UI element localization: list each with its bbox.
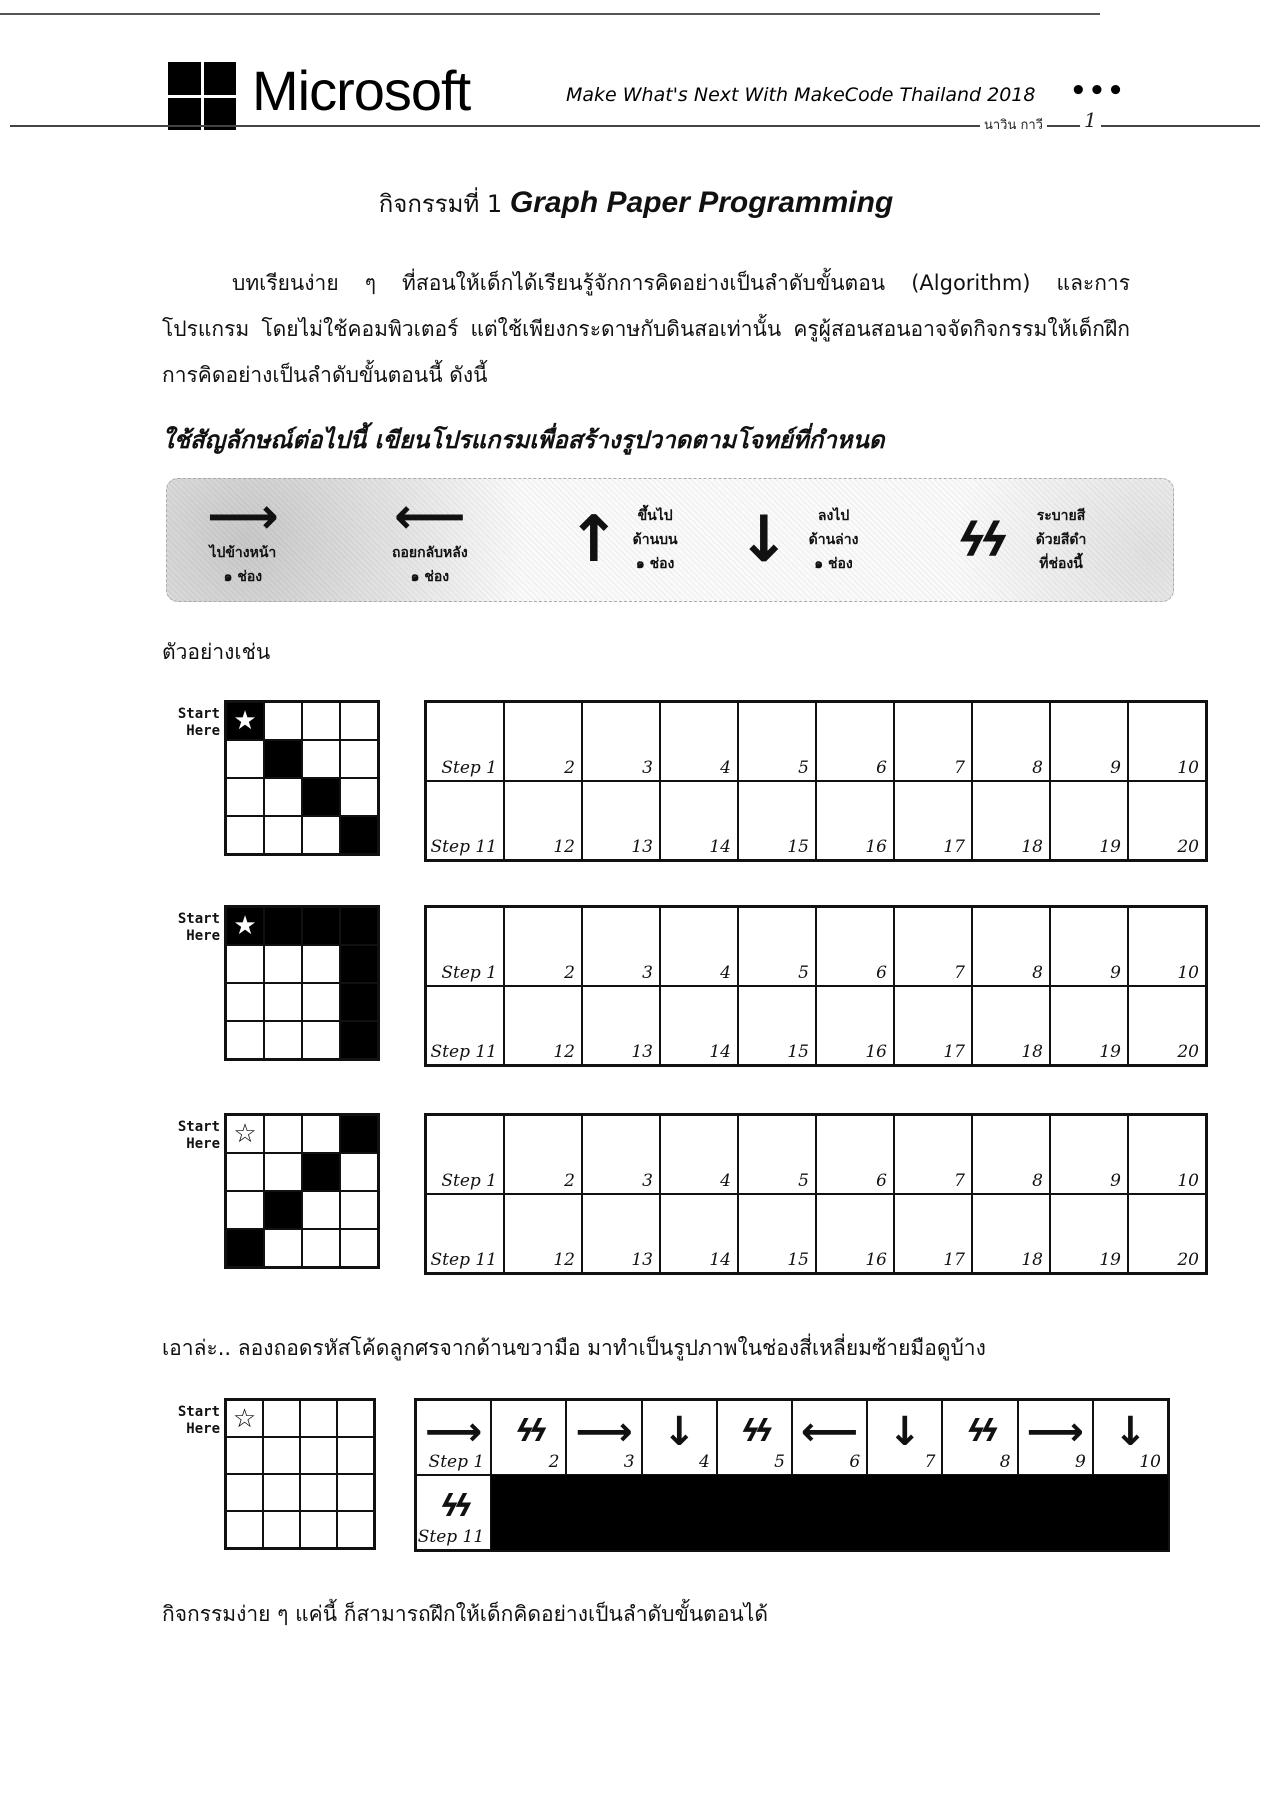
step-number: 9 (1110, 1171, 1121, 1191)
step-number: 16 (865, 837, 887, 857)
step-number: 17 (943, 837, 965, 857)
grid-cell[interactable] (302, 1191, 340, 1229)
start-grid-group (160, 1113, 380, 1269)
top-rule (0, 13, 1100, 15)
step-number: 20 (1177, 837, 1199, 857)
arrow-left-icon: ⟵ (394, 487, 466, 545)
grid-cell[interactable] (302, 816, 340, 854)
grid-cell[interactable] (302, 983, 340, 1021)
grid-cell[interactable] (300, 1400, 337, 1437)
step-number: 14 (709, 1042, 731, 1062)
star-icon: ★ (233, 911, 257, 941)
step-number: 10 (1177, 963, 1199, 983)
step-number: 5 (798, 1171, 809, 1191)
step-number: 3 (642, 1171, 653, 1191)
start-here-label: Start Here (177, 1404, 220, 1437)
step-cell[interactable] (972, 986, 1050, 1065)
step-number: 18 (1021, 837, 1043, 857)
grid-cell[interactable] (300, 1511, 337, 1548)
start-grid-group (160, 1398, 376, 1550)
step-number: 15 (787, 1042, 809, 1062)
step-cell[interactable] (1128, 781, 1206, 860)
arrow-right-icon: ⟶ (207, 487, 279, 545)
grid-cell[interactable] (226, 1153, 264, 1191)
code-step-cell (867, 1400, 942, 1475)
step-number: 8 (1032, 758, 1043, 778)
fill-scribble-icon: ϟϟ (514, 1414, 543, 1449)
grid-cell[interactable] (226, 945, 264, 983)
grid-cell[interactable] (300, 1437, 337, 1474)
step-cell[interactable] (894, 781, 972, 860)
grid-cell[interactable] (337, 1511, 374, 1548)
step-number: Step 11 (430, 837, 497, 857)
grid-cell[interactable] (302, 778, 340, 816)
step-cell[interactable] (816, 1115, 894, 1194)
arrow-up-icon: ↑ (567, 503, 621, 577)
grid-cell[interactable] (302, 702, 340, 740)
step-number: 2 (564, 758, 575, 778)
grid-cell[interactable] (340, 702, 378, 740)
step-cell[interactable] (738, 907, 816, 986)
code-step-cell (792, 1400, 867, 1475)
step-number: 4 (720, 963, 731, 983)
step-cell[interactable] (894, 1115, 972, 1194)
exercise-prompt: เอาล่ะ.. ลองถอดรหัสโค้ดลูกศรจากด้านขวามือ มาทำเป็นรูปภาพในช่องสี่เหลี่ยมซ้ายมือดูบ้าง (162, 1336, 986, 1360)
step-number: 7 (954, 758, 965, 778)
step-number: 3 (642, 963, 653, 983)
step-cell[interactable] (816, 907, 894, 986)
step-number: Step 1 (428, 1452, 485, 1472)
step-number: 13 (631, 1250, 653, 1270)
start-here-label: Start Here (177, 1119, 220, 1152)
grid-cell[interactable] (264, 1153, 302, 1191)
step-number: 19 (1099, 837, 1121, 857)
step-table (424, 905, 1208, 1067)
step-number: 19 (1099, 1250, 1121, 1270)
arrow-right-icon: ⟶ (424, 1409, 483, 1455)
step-number: 8 (1032, 1171, 1043, 1191)
step-cell[interactable] (426, 781, 504, 860)
arrow-down-icon: ↓ (1113, 1409, 1148, 1455)
grid-cell[interactable] (337, 1400, 374, 1437)
grid-cell[interactable] (340, 816, 378, 854)
step-cell[interactable] (1050, 986, 1128, 1065)
grid-cell[interactable] (226, 816, 264, 854)
grid-cell[interactable] (340, 945, 378, 983)
start-here-label: Start Here (177, 911, 220, 944)
step-number: 2 (548, 1452, 560, 1472)
step-number: 4 (698, 1452, 710, 1472)
step-number: 20 (1177, 1042, 1199, 1062)
code-step-cell (1018, 1400, 1093, 1475)
instruction-heading: ใช้สัญลักษณ์ต่อไปนี้ เขียนโปรแกรมเพื่อสร้างรูปวาดตามโจทย์ที่กำหนด (162, 426, 885, 454)
step-number: 6 (876, 1171, 887, 1191)
step-cell[interactable] (1050, 702, 1128, 781)
star-icon: ☆ (233, 1119, 257, 1149)
microsoft-logo-icon (168, 62, 236, 130)
fill-scribble-icon: ϟϟ (439, 1489, 468, 1524)
drawing-grid[interactable] (224, 1398, 376, 1550)
grid-cell[interactable] (226, 1400, 263, 1437)
step-number: 13 (631, 837, 653, 857)
step-cell[interactable] (1128, 702, 1206, 781)
grid-cell[interactable] (340, 778, 378, 816)
arrow-left-icon: ⟵ (800, 1409, 859, 1455)
drawing-grid[interactable] (224, 905, 380, 1061)
step-number: 10 (1177, 1171, 1199, 1191)
step-number: 16 (865, 1042, 887, 1062)
symbol-legend (166, 478, 1174, 602)
code-step-cell (717, 1400, 792, 1475)
star-icon: ☆ (232, 1403, 257, 1434)
logo-text: Microsoft (252, 59, 471, 122)
step-table (424, 700, 1208, 862)
step-cell[interactable] (1050, 1194, 1128, 1273)
step-number: 17 (943, 1042, 965, 1062)
step-cell[interactable] (426, 986, 504, 1065)
grid-cell[interactable] (226, 1115, 264, 1153)
closing-text: กิจกรรมง่าย ๆ แค่นี้ ก็สามารถฝึกให้เด็กคิดอย่างเป็นลำดับขั้นตอนได้ (162, 1602, 768, 1626)
grid-cell[interactable] (340, 1191, 378, 1229)
grid-cell[interactable] (263, 1400, 300, 1437)
step-number: Step 11 (430, 1042, 497, 1062)
header-tagline: Make What's Next With MakeCode Thailand 2018 (566, 84, 1036, 106)
legend-down: ↓ ลงไป ด้านล่าง ๑ ช่อง (737, 503, 859, 577)
fill-scribble-icon: ϟϟ (740, 1414, 769, 1449)
grid-cell[interactable] (302, 1115, 340, 1153)
step-cell[interactable] (816, 702, 894, 781)
step-cell[interactable] (504, 907, 582, 986)
step-cell[interactable] (894, 907, 972, 986)
grid-cell[interactable] (340, 983, 378, 1021)
grid-cell[interactable] (302, 1021, 340, 1059)
header-rule (10, 125, 1260, 127)
step-number: 3 (642, 758, 653, 778)
grid-cell[interactable] (263, 1474, 300, 1511)
step-cell[interactable] (660, 1115, 738, 1194)
step-cell[interactable] (426, 907, 504, 986)
redacted-area (491, 1475, 1168, 1550)
grid-cell[interactable] (264, 778, 302, 816)
start-grid-group (160, 905, 380, 1061)
code-step-cell (642, 1400, 717, 1475)
grid-cell[interactable] (226, 778, 264, 816)
step-cell[interactable] (660, 907, 738, 986)
grid-cell[interactable] (302, 945, 340, 983)
title-prefix: กิจกรรมที่ 1 (378, 190, 503, 218)
grid-cell[interactable] (340, 907, 378, 945)
grid-cell[interactable] (226, 1511, 263, 1548)
step-cell[interactable] (972, 702, 1050, 781)
step-number: 6 (849, 1452, 861, 1472)
step-cell[interactable] (660, 1194, 738, 1273)
step-cell[interactable] (582, 986, 660, 1065)
step-cell[interactable] (894, 702, 972, 781)
step-number: 15 (787, 1250, 809, 1270)
step-cell[interactable] (504, 1194, 582, 1273)
grid-cell[interactable] (264, 1021, 302, 1059)
step-number: 7 (954, 1171, 965, 1191)
grid-cell[interactable] (340, 1153, 378, 1191)
grid-cell[interactable] (263, 1511, 300, 1548)
step-number: 13 (631, 1042, 653, 1062)
step-number: 3 (623, 1452, 635, 1472)
title-english: Graph Paper Programming (509, 186, 894, 219)
code-step-cell (416, 1475, 491, 1550)
step-cell[interactable] (816, 986, 894, 1065)
arrow-down-icon: ↓ (662, 1409, 696, 1455)
grid-cell[interactable] (226, 1474, 263, 1511)
grid-cell[interactable] (226, 983, 264, 1021)
exercise-code-table (414, 1398, 1170, 1552)
step-cell[interactable] (660, 781, 738, 860)
grid-cell[interactable] (337, 1437, 374, 1474)
step-number: 6 (876, 758, 887, 778)
step-cell[interactable] (504, 1115, 582, 1194)
step-cell[interactable] (816, 1194, 894, 1273)
step-cell[interactable] (1050, 1115, 1128, 1194)
step-cell[interactable] (582, 907, 660, 986)
drawing-grid[interactable] (224, 1113, 380, 1269)
step-number: 8 (999, 1452, 1011, 1472)
page-title (0, 184, 1272, 223)
step-number: 9 (1110, 758, 1121, 778)
code-step-cell (491, 1400, 566, 1475)
grid-cell[interactable] (264, 983, 302, 1021)
step-cell[interactable] (582, 1194, 660, 1273)
arrow-right-icon: ⟶ (575, 1409, 633, 1455)
step-table (424, 1113, 1208, 1275)
step-cell[interactable] (1128, 1115, 1206, 1194)
step-number: 12 (553, 1042, 575, 1062)
grid-cell[interactable] (264, 816, 302, 854)
arrow-down-icon: ↓ (737, 503, 791, 577)
grid-cell[interactable] (263, 1437, 300, 1474)
ellipsis-dots: ••• (1070, 76, 1126, 106)
grid-cell[interactable] (264, 740, 302, 778)
grid-cell[interactable] (340, 740, 378, 778)
step-number: 9 (1074, 1452, 1086, 1472)
step-number: 20 (1177, 1250, 1199, 1270)
step-number: 8 (1032, 963, 1043, 983)
step-number: 12 (553, 837, 575, 857)
grid-cell[interactable] (226, 1437, 263, 1474)
step-cell[interactable] (972, 781, 1050, 860)
step-cell[interactable] (738, 702, 816, 781)
code-step-cell (416, 1400, 491, 1475)
grid-cell[interactable] (264, 1229, 302, 1267)
fill-scribble-icon: ϟϟ (966, 1414, 994, 1449)
step-cell[interactable] (972, 1115, 1050, 1194)
step-cell[interactable] (1128, 907, 1206, 986)
grid-cell[interactable] (302, 740, 340, 778)
step-number: 5 (774, 1452, 785, 1472)
step-cell[interactable] (582, 781, 660, 860)
step-cell[interactable] (1050, 907, 1128, 986)
legend-backward: ⟵ ถอยกลับหลัง ๑ ช่อง (392, 487, 468, 585)
step-cell[interactable] (738, 781, 816, 860)
start-here-label: Start Here (177, 706, 220, 739)
step-number: 18 (1021, 1250, 1043, 1270)
step-number: 4 (720, 758, 731, 778)
step-number: 14 (709, 1250, 731, 1270)
star-icon: ★ (233, 706, 257, 736)
step-cell[interactable] (972, 1194, 1050, 1273)
step-cell[interactable] (894, 986, 972, 1065)
grid-cell[interactable] (226, 1021, 264, 1059)
grid-cell[interactable] (340, 1021, 378, 1059)
grid-cell[interactable] (340, 1115, 378, 1153)
grid-cell[interactable] (226, 702, 264, 740)
step-cell[interactable] (582, 702, 660, 781)
step-cell[interactable] (972, 907, 1050, 986)
step-number: 12 (553, 1250, 575, 1270)
grid-cell[interactable] (226, 1191, 264, 1229)
step-cell[interactable] (504, 781, 582, 860)
step-cell[interactable] (1050, 781, 1128, 860)
grid-cell[interactable] (264, 1191, 302, 1229)
step-number: 17 (943, 1250, 965, 1270)
step-number: 9 (1110, 963, 1121, 983)
legend-up: ↑ ขึ้นไป ด้านบน ๑ ช่อง (567, 503, 678, 577)
start-grid-group (160, 700, 380, 856)
step-cell[interactable] (426, 1115, 504, 1194)
step-number: 7 (924, 1452, 936, 1472)
step-number: 5 (798, 758, 809, 778)
intro-paragraph: บทเรียนง่าย ๆ ที่สอนให้เด็กได้เรียนรู้จักการคิดอย่างเป็นลำดับขั้นตอน (Algorithm) และการโปรแกรม โดยไม่ใช้คอมพิวเตอร์ แต่ใช้เพียงกระดาษกับดินสอเท่านั้น ครูผู้สอนสอนอาจจัดกิจกรรมให้เด็กฝึกการคิดอย่างเป็นลำดับขั้นตอนนี้ ดังนี้ (162, 271, 1130, 387)
step-cell[interactable] (504, 986, 582, 1065)
step-cell[interactable] (1128, 986, 1206, 1065)
grid-cell[interactable] (226, 1229, 264, 1267)
grid-cell[interactable] (302, 907, 340, 945)
step-number: 7 (954, 963, 965, 983)
page-number: 1 (1080, 108, 1101, 132)
code-step-cell (566, 1400, 641, 1475)
step-number: 5 (798, 963, 809, 983)
grid-cell[interactable] (337, 1474, 374, 1511)
step-number: 14 (709, 837, 731, 857)
step-number: Step 1 (441, 963, 497, 983)
step-cell[interactable] (894, 1194, 972, 1273)
legend-fill: ϟϟ ระบายสี ด้วยสีดำ ที่ช่องนี้ (957, 508, 1087, 572)
grid-cell[interactable] (226, 740, 264, 778)
example-label: ตัวอย่างเช่น (162, 640, 271, 664)
step-number: 10 (1177, 758, 1199, 778)
step-cell[interactable] (738, 986, 816, 1065)
step-number: 16 (865, 1250, 887, 1270)
step-cell[interactable] (660, 986, 738, 1065)
step-number: Step 11 (430, 1250, 497, 1270)
step-number: 6 (876, 963, 887, 983)
grid-cell[interactable] (226, 907, 264, 945)
arrow-right-icon: ⟶ (1026, 1409, 1084, 1455)
grid-cell[interactable] (340, 1229, 378, 1267)
step-number: Step 1 (441, 1171, 497, 1191)
grid-cell[interactable] (264, 702, 302, 740)
code-step-cell (942, 1400, 1017, 1475)
step-cell[interactable] (816, 781, 894, 860)
step-cell[interactable] (582, 1115, 660, 1194)
drawing-grid[interactable] (224, 700, 380, 856)
step-cell[interactable] (660, 702, 738, 781)
step-number: 10 (1139, 1452, 1161, 1472)
step-number: Step 1 (441, 758, 497, 778)
step-cell[interactable] (738, 1194, 816, 1273)
fill-scribble-icon: ϟϟ (957, 513, 1002, 567)
step-cell[interactable] (426, 702, 504, 781)
arrow-down-icon: ↓ (888, 1409, 922, 1455)
grid-cell[interactable] (264, 945, 302, 983)
grid-cell[interactable] (264, 907, 302, 945)
step-number: 4 (720, 1171, 731, 1191)
author-name: นาวิน กาวี (980, 114, 1047, 135)
step-number: 2 (564, 963, 575, 983)
step-number: Step 11 (417, 1527, 485, 1547)
step-number: 15 (787, 837, 809, 857)
step-number: 19 (1099, 1042, 1121, 1062)
step-cell[interactable] (738, 1115, 816, 1194)
step-number: 2 (564, 1171, 575, 1191)
step-number: 18 (1021, 1042, 1043, 1062)
grid-cell[interactable] (264, 1115, 302, 1153)
legend-forward: ⟶ ไปข้างหน้า ๑ ช่อง (207, 487, 279, 585)
grid-cell[interactable] (300, 1474, 337, 1511)
step-cell[interactable] (426, 1194, 504, 1273)
grid-cell[interactable] (302, 1229, 340, 1267)
step-cell[interactable] (1128, 1194, 1206, 1273)
grid-cell[interactable] (302, 1153, 340, 1191)
step-cell[interactable] (504, 702, 582, 781)
code-step-cell (1093, 1400, 1168, 1475)
